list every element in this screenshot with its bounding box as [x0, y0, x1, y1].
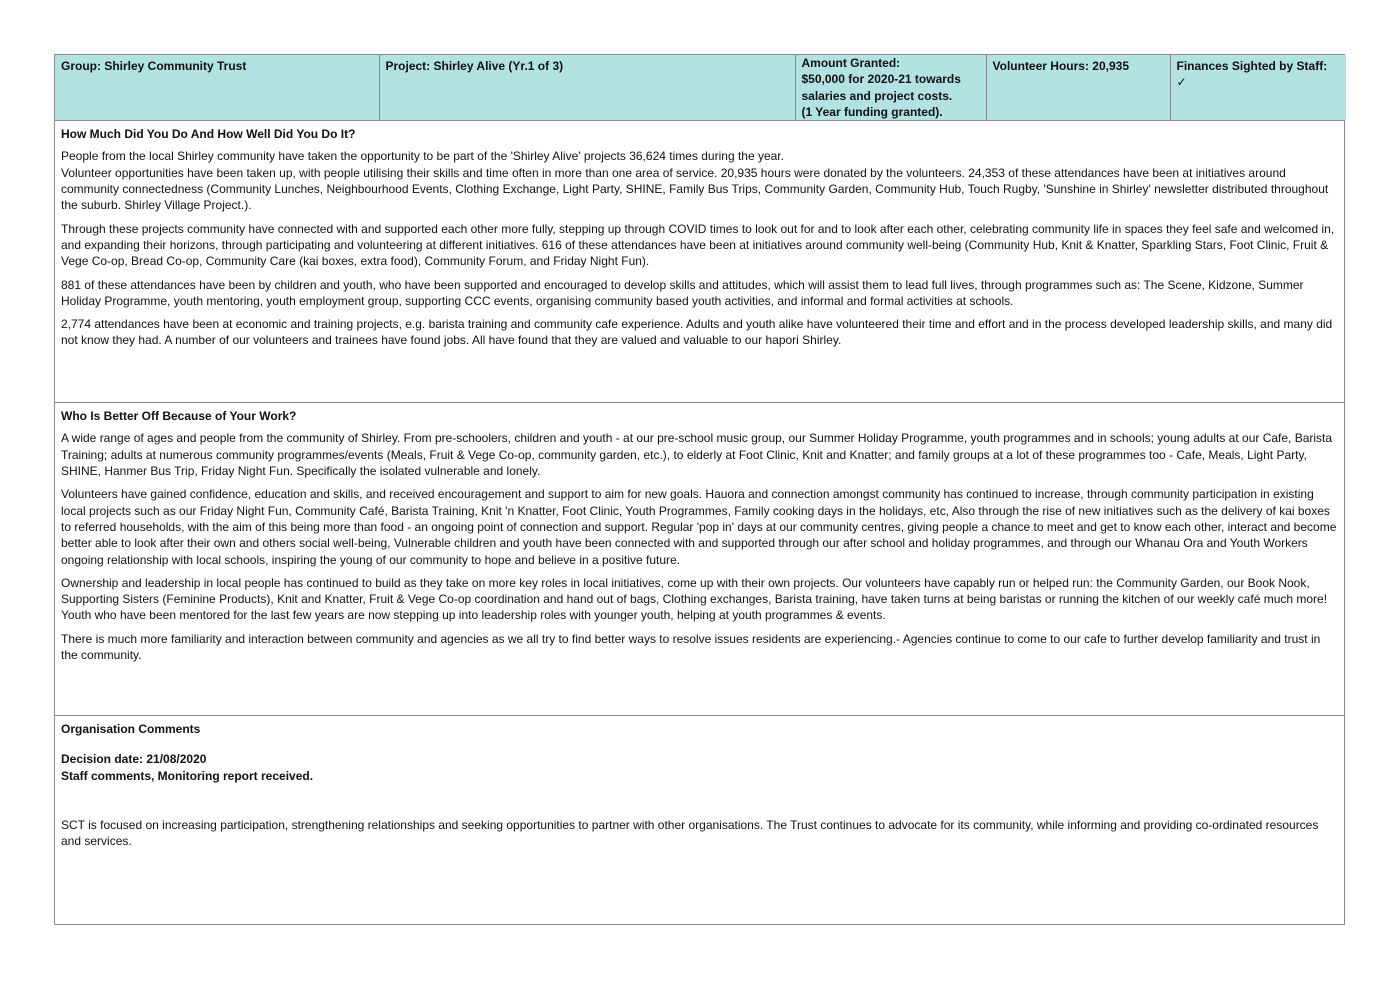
- section-title: Organisation Comments: [61, 722, 201, 737]
- amount-granted-line: salaries and project costs.: [801, 88, 953, 103]
- project-label: Project: Shirley Alive (Yr.1 of 3): [385, 59, 564, 73]
- paragraph: There is much more familiarity and interaction between community and agencies as we all try to find better ways to resolve issues residents are experiencing.- Agencies continue to come to our cafe to further develop familiarity and trust in the community.: [61, 631, 1321, 663]
- paragraph: SCT is focused on increasing participation, strengthening relationships and seeking opportunities to partner with other organisations. The Trust continues to advocate for its community, while informing and providing co-ordinated resources and services.: [61, 818, 1319, 849]
- paragraph-group: [61, 148, 1338, 213]
- amount-granted-line: $50,000 for 2020-21 towards: [801, 72, 961, 87]
- paragraph: Ownership and leadership in local people has continued to build as they take on more key roles in local initiatives, come up with their own projects. Our volunteers have capably run or helped run: the Community Garden, our Book Nook, Supporting Sisters (Feminine Products), Knit and Knatter, Fruit & Vege Co-op coordination and hand out of bags, Clothing exchanges, Barista training, have taken turns at being baristas or running the kitchen of our weekly café much more! Youth who have been mentored for the last few years are now stepping up into leadership roles with younger youth, helping at youth programmes & events.: [61, 575, 1328, 623]
- section-organisation-comments: [55, 716, 1344, 924]
- monitoring-report: [54, 54, 1345, 925]
- paragraph: Through these projects community have connected with and supported each other more fully, stepping up through COVID times to look out for and to look after each other, celebrating community life in spaces they feel safe and welcomed in, and expanding their horizons, through participating and volunteering at different initiatives. 616 of these attendances have been at initiatives around community well-being (Community Hub, Knit & Knatter, Sparkling Stars, Foot Clinic, Fruit & Vege Co-op, Bread Co-op, Community Care (kai boxes, extra food), Community Forum, and Friday Night Fun).: [61, 221, 1335, 269]
- paragraph: Volunteers have gained confidence, education and skills, and received encouragement and support to aim for new goals. Hauora and connection amongst community has continued to increase, through community participation in existing local projects such as our Friday Night Fun, Community Café, Barista Training, Knit 'n Knatter, Foot Clinic, Youth Programmes, Family cooking days in the holidays, etc, Also through the rise of new initiatives such as the delivery of kai boxes to referred households, with the aim of this being more than food - an ongoing point of connection and support. Regular 'pop in' days at our community centres, giving people a chance to meet and get to know each other, interact and become better able to look after their own and others social well-being, Vulnerable children and youth have been connected with and supported through our after school and holiday programmes, and through our Whanau Ora and Youth Workers ongoing relationship with local schools, inspiring the young of our community to hope and believe in a positive future.: [61, 487, 1337, 567]
- paragraph: 2,774 attendances have been at economic and training projects, e.g. barista training and community cafe experience. Adults and youth alike have volunteered their time and effort and in the process developed leadership skills, and many did not know they had. A number of our volunteers and trainees have found jobs. All have found that they are valued and valuable to our hapori Shirley.: [61, 317, 1333, 348]
- finances-label: Finances Sighted by Staff: ✓: [1176, 59, 1328, 90]
- paragraph: People from the local Shirley community have taken the opportunity to be part of the 'Shirley Alive' projects 36,624 times during the year.: [61, 149, 784, 164]
- project-cell: [379, 55, 795, 120]
- group-cell: [55, 55, 379, 120]
- header-row: [55, 55, 1344, 121]
- spacer: [61, 737, 1338, 751]
- paragraph: 881 of these attendances have been by children and youth, who have been supported and encouraged to develop skills and attitudes, which will assist them to lead full lives, through programmes such as: The Scene, Kidzone, Summer Holiday Programme, youth mentoring, youth employment group, supporting CCC events, organising community based youth activities, and informal and formal activities at schools.: [61, 277, 1304, 308]
- staff-comments: Staff comments, Monitoring report received.: [61, 768, 314, 783]
- header-table: [55, 55, 1346, 120]
- section-title: How Much Did You Do And How Well Did You Do It?: [61, 127, 356, 142]
- amount-granted-cell: [795, 55, 986, 120]
- section-title: Who Is Better Off Because of Your Work?: [61, 409, 297, 424]
- decision-date: Decision date: 21/08/2020: [61, 752, 207, 767]
- group-label: Group: Shirley Community Trust: [61, 59, 247, 73]
- paragraph: Volunteer opportunities have been taken up, with people utilising their skills and time often in more than one area of service. 20,935 hours were donated by the volunteers. 24,353 of these attendances have been at initiatives around community connectedness (Community Lunches, Neighbourhood Events, Clothing Exchange, Light Party, SHINE, Family Bus Trips, Community Garden, Community Hub, Touch Rugby, 'Sunshine in Shirley' newsletter distributed throughout the suburb. Shirley Village Project.).: [61, 165, 1329, 213]
- section-who-better-off: [55, 403, 1344, 716]
- finances-cell: [1170, 55, 1346, 120]
- volunteer-hours-cell: [986, 55, 1170, 120]
- volunteer-hours-label: Volunteer Hours: 20,935: [992, 59, 1129, 73]
- amount-granted-line: Amount Granted:: [801, 56, 901, 70]
- spacer: [61, 784, 1338, 817]
- amount-granted-line: (1 Year funding granted).: [801, 104, 943, 119]
- paragraph: A wide range of ages and people from the community of Shirley. From pre-schoolers, children and youth - at our pre-school music group, our Summer Holiday Programme, youth programmes and in schools; young adults at our Cafe, Barista Training; adults at numerous community programmes/events (Meals, Fruit & Vege Co-op, community garden, etc.), to elderly at Foot Clinic, Knit and Knatter; and family groups at a lot of these programmes too - Cafe, Meals, Light Party, SHINE, Hanmer Bus Trip, Friday Night Fun. Specifically the isolated vulnerable and lonely.: [61, 431, 1333, 479]
- section-how-much: [55, 121, 1344, 403]
